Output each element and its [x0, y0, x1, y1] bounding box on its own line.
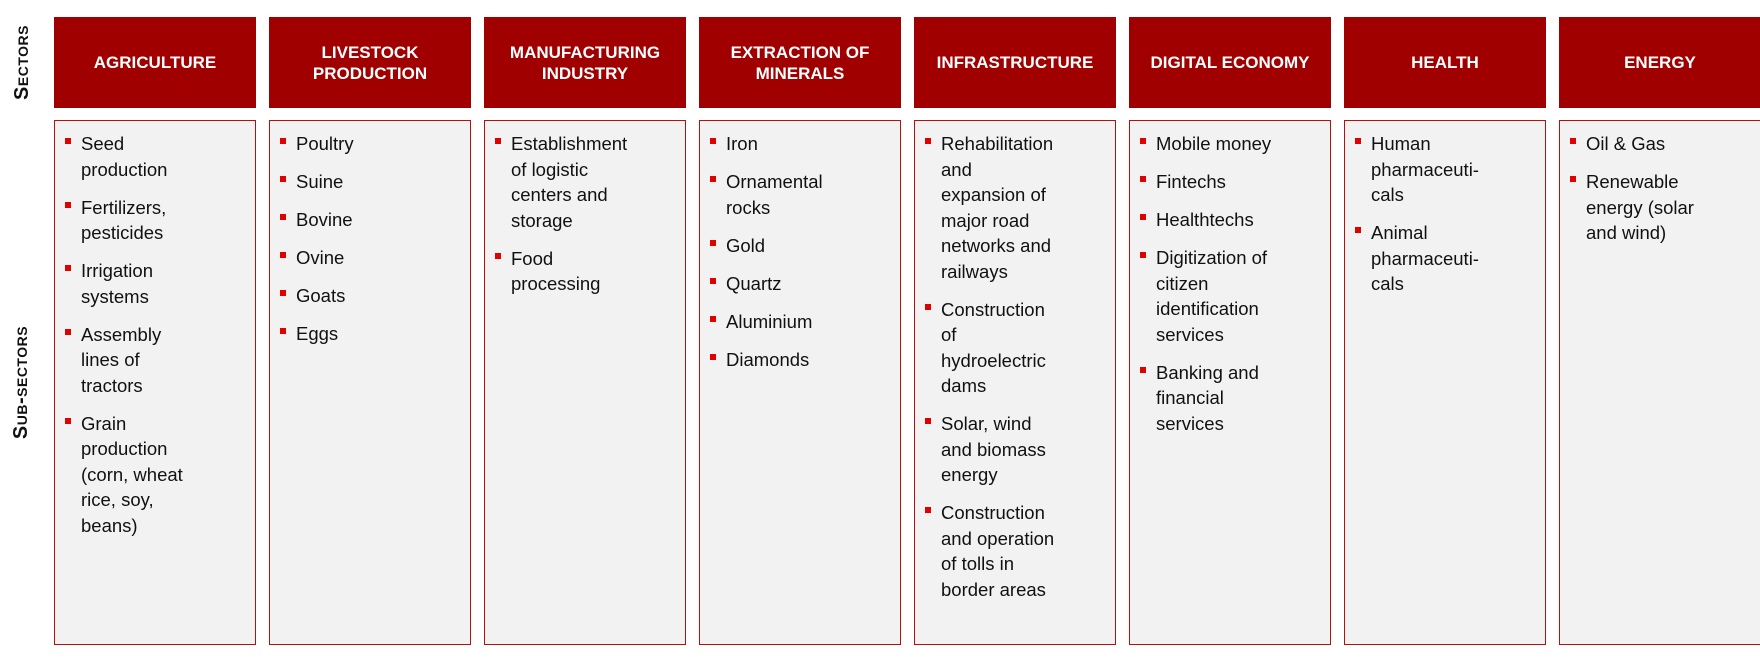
subsector-box	[699, 120, 901, 645]
subsector-item: Suine	[296, 169, 458, 195]
subsector-box	[914, 120, 1116, 645]
subsector-item: Ovine	[296, 245, 458, 271]
subsector-list	[296, 131, 458, 347]
sector-column	[54, 17, 256, 645]
sector-header: INFRASTRUCTURE	[914, 17, 1116, 108]
subsector-box	[54, 120, 256, 645]
subsector-item: Seed production	[81, 131, 243, 182]
subsector-list	[726, 131, 888, 372]
subsector-list	[511, 131, 673, 297]
subsector-item: Solar, wind and biomass energy	[941, 411, 1103, 488]
sector-header: AGRICULTURE	[54, 17, 256, 108]
subsector-list	[1586, 131, 1748, 246]
subsector-item: Mobile money	[1156, 131, 1318, 157]
subsector-list	[1371, 131, 1533, 297]
subsector-item: Rehabilitation and expansion of major road networks and railways	[941, 131, 1103, 284]
subsector-item: Grain production (corn, wheat rice, soy, beans)	[81, 411, 243, 539]
subsector-box	[1129, 120, 1331, 645]
subsector-item: Poultry	[296, 131, 458, 157]
row-label-subsectors-text: Sub-sectors	[10, 325, 33, 440]
subsector-item: Assembly lines of tractors	[81, 322, 243, 399]
sector-header: LIVESTOCK PRODUCTION	[269, 17, 471, 108]
subsector-item: Healthtechs	[1156, 207, 1318, 233]
sector-column	[484, 17, 686, 645]
subsector-item: Quartz	[726, 271, 888, 297]
subsector-item: Fertilizers, pesticides	[81, 195, 243, 246]
subsector-item: Diamonds	[726, 347, 888, 373]
subsector-item: Ornamental rocks	[726, 169, 888, 220]
sector-header: DIGITAL ECONOMY	[1129, 17, 1331, 108]
subsector-list	[81, 131, 243, 538]
sector-header: HEALTH	[1344, 17, 1546, 108]
subsector-box	[484, 120, 686, 645]
sector-column	[914, 17, 1116, 645]
subsector-item: Fintechs	[1156, 169, 1318, 195]
subsector-item: Bovine	[296, 207, 458, 233]
subsector-item: Establishment of logistic centers and storage	[511, 131, 673, 233]
subsector-item: Banking and financial services	[1156, 360, 1318, 437]
subsector-item: Renewable energy (solar and wind)	[1586, 169, 1748, 246]
row-label-sectors	[0, 17, 44, 108]
sector-header: ENERGY	[1559, 17, 1760, 108]
subsector-list	[1156, 131, 1318, 436]
sector-column	[699, 17, 901, 645]
sector-column	[269, 17, 471, 645]
subsector-box	[1344, 120, 1546, 645]
sector-column	[1559, 17, 1760, 645]
subsector-item: Irrigation systems	[81, 258, 243, 309]
row-label-sectors-text: Sectors	[10, 25, 33, 100]
sector-header: EXTRACTION OF MINERALS	[699, 17, 901, 108]
subsector-item: Goats	[296, 283, 458, 309]
subsector-box	[1559, 120, 1760, 645]
subsector-item: Human pharmaceuti- cals	[1371, 131, 1533, 208]
subsector-item: Digitization of citizen identification services	[1156, 245, 1318, 347]
subsector-item: Construction and operation of tolls in border areas	[941, 500, 1103, 602]
subsector-item: Gold	[726, 233, 888, 259]
subsector-item: Construction of hydroelectric dams	[941, 297, 1103, 399]
subsector-item: Animal pharmaceuti- cals	[1371, 220, 1533, 297]
subsector-item: Food processing	[511, 246, 673, 297]
row-label-subsectors	[0, 120, 44, 645]
subsector-item: Eggs	[296, 321, 458, 347]
sector-column	[1344, 17, 1546, 645]
subsector-item: Aluminium	[726, 309, 888, 335]
subsector-item: Oil & Gas	[1586, 131, 1748, 157]
subsector-list	[941, 131, 1103, 602]
sector-header: MANUFACTURING INDUSTRY	[484, 17, 686, 108]
subsector-box	[269, 120, 471, 645]
subsector-item: Iron	[726, 131, 888, 157]
sector-column	[1129, 17, 1331, 645]
